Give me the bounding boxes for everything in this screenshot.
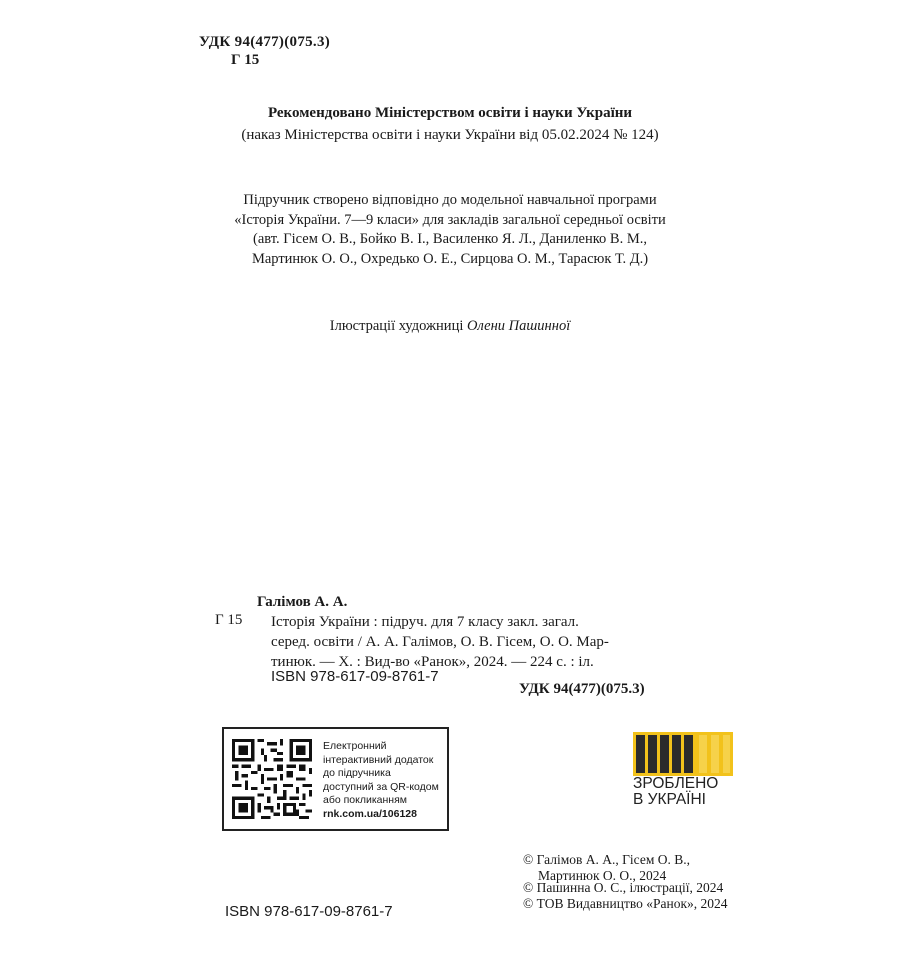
qr-line: або покликанням: [323, 794, 408, 806]
bib-udk: УДК 94(477)(075.3): [519, 681, 645, 697]
copyright-line: © ТОВ Видавництво «Ранок», 2024: [523, 896, 728, 911]
qr-line: Електронний: [323, 740, 387, 752]
logo-bar: [699, 735, 707, 773]
program-line: Мартинюк О. О., Охредько О. Е., Сирцова О. М., Тарасюк Т. Д.): [251, 250, 649, 267]
qr-line: доступний за QR-кодом: [323, 780, 439, 793]
program-line: (авт. Гісем О. В., Бойко В. І., Василенко Я. Л., Даниленко В. М.,: [253, 231, 647, 247]
qr-link[interactable]: rnk.com.ua/106128: [323, 807, 417, 820]
illustrations-label: Ілюстрації художниці: [329, 318, 464, 334]
bib-line: Історія України : підруч. для 7 класу закл. загал.: [271, 614, 579, 630]
logo-bar: [660, 735, 669, 773]
recommendation-order: (наказ Міністерства освіти і науки України від 05.02.2024 № 124): [241, 127, 659, 143]
made-in-ukraine-logo-icon: [633, 732, 733, 776]
bib-code: Г 15: [215, 612, 243, 628]
catalog-code-header: Г 15: [231, 52, 260, 68]
qr-line: інтерактивний додаток: [323, 753, 434, 766]
bib-isbn: ISBN 978-617-09-8761-7: [271, 668, 439, 685]
illustrations-credit: [0, 318, 900, 335]
made-in-ukraine-badge: [633, 732, 733, 812]
bib-line: серед. освіти / А. А. Галімов, О. В. Гісем, О. О. Мар-: [271, 634, 609, 650]
copyright-line: Мартинюк О. О., 2024: [538, 868, 667, 883]
made-line: В УКРАЇНІ: [633, 791, 706, 808]
copyright-line: © Галімов А. А., Гісем О. В.,: [523, 852, 690, 867]
made-in-ukraine-text: [633, 776, 718, 808]
qr-info-box: [222, 727, 449, 831]
logo-bar: [723, 735, 730, 773]
logo-bar: [684, 735, 693, 773]
qr-line: до підручника: [323, 767, 391, 779]
bib-author: Галімов А. А.: [257, 594, 348, 610]
program-line: Підручник створено відповідно до модельної навчальної програми: [243, 192, 657, 208]
logo-bar: [636, 735, 645, 773]
program-line: «Історія України. 7—9 класи» для закладів загальної середньої освіти: [234, 211, 666, 228]
logo-bar: [648, 735, 657, 773]
logo-bar: [672, 735, 681, 773]
copyright-line: © Пашинна О. С., ілюстрації, 2024: [523, 880, 724, 895]
qr-description: [323, 740, 439, 821]
qr-code-icon[interactable]: [232, 739, 312, 819]
isbn-bottom: ISBN 978-617-09-8761-7: [225, 903, 393, 920]
recommendation-title: Рекомендовано Міністерством освіти і науки України: [267, 105, 633, 121]
bib-description: [271, 612, 609, 672]
bib-line: тинюк. — Х. : Вид-во «Ранок», 2024. — 224 с. : іл.: [271, 654, 594, 670]
made-line: ЗРОБЛЕНО: [633, 775, 719, 792]
udk-header: УДК 94(477)(075.3): [199, 34, 331, 50]
program-note: [0, 191, 900, 269]
logo-bar: [711, 735, 719, 773]
illustrations-artist: Олени Пашинної: [466, 318, 571, 334]
